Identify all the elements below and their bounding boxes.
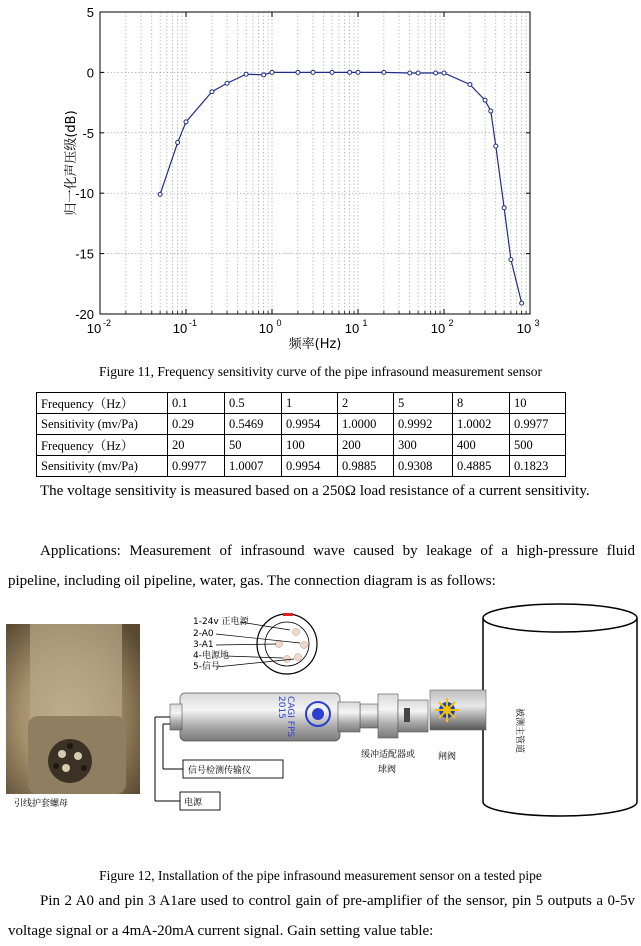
table-cell: 0.9885 — [338, 456, 394, 477]
paragraph-applications: Applications: Measurement of infrasound wave caused by leakage of a high-pressure fluid pipeline, including oil pipeline, water, gas. The connection diagram is as follows: — [8, 543, 635, 589]
x-axis-label: 频率(Hz) — [288, 337, 342, 352]
connector-photo — [6, 624, 140, 794]
x-tick-label: 10 — [258, 321, 274, 336]
table-cell: 500 — [510, 435, 566, 456]
pin-label-1: 1-24v 正电源 — [193, 617, 249, 627]
sensor-body — [170, 693, 360, 741]
table-cell: 1 — [282, 393, 338, 414]
pin-label-5: 5-信号 — [193, 662, 220, 672]
data-point — [330, 70, 334, 74]
gate-valve — [430, 690, 486, 730]
data-point — [244, 72, 248, 76]
data-point — [262, 73, 266, 77]
y-tick-label: -5 — [82, 125, 94, 141]
table-cell: 0.9977 — [510, 414, 566, 435]
table-cell: 1.0007 — [225, 456, 282, 477]
data-point — [382, 70, 386, 74]
x-tick-label: 10 — [86, 321, 102, 336]
table-cell: 20 — [168, 435, 225, 456]
table-cell: 50 — [225, 435, 282, 456]
pin-label-3: 3-A1 — [193, 640, 214, 650]
table-cell: 100 — [282, 435, 338, 456]
installation-diagram — [0, 596, 641, 866]
data-point — [489, 109, 493, 113]
table-row-header: Frequency（Hz） — [37, 435, 168, 456]
chart-grid — [100, 12, 530, 314]
x-tick-label: 10 — [344, 321, 360, 336]
data-point — [176, 140, 180, 144]
table-row-header: Frequency（Hz） — [37, 393, 168, 414]
valve-label: 闸阀 — [438, 752, 457, 762]
data-point — [184, 120, 188, 124]
table-cell: 1.0000 — [338, 414, 394, 435]
y-tick-label: 0 — [86, 65, 94, 81]
y-tick-label: 5 — [86, 5, 94, 20]
data-point — [416, 71, 420, 75]
data-point — [356, 70, 360, 74]
data-point — [520, 301, 524, 305]
x-tick-label: 10 — [430, 321, 446, 336]
table-cell: 0.9954 — [282, 414, 338, 435]
sensitivity-table — [36, 392, 566, 477]
x-tick-exponent: 3 — [534, 318, 540, 328]
x-tick-exponent: 1 — [362, 318, 368, 328]
pipe-label: 被测主管道 — [514, 708, 524, 754]
table-cell: 1.0002 — [453, 414, 510, 435]
paragraph-load-resistance: The voltage sensitivity is measured based on a 250Ω load resistance of a current sensitivity. — [40, 483, 590, 499]
photo-caption: 引线护套螺母 — [14, 799, 69, 809]
table-cell: 0.4885 — [453, 456, 510, 477]
table-cell: 2 — [338, 393, 394, 414]
table-row-header: Sensitivity (mv/Pa) — [37, 414, 168, 435]
data-point — [442, 71, 446, 75]
chart-labels — [64, 5, 540, 352]
table-cell: 300 — [394, 435, 453, 456]
figure-12-caption: Figure 12, Installation of the pipe infrasound measurement sensor on a tested pipe — [99, 868, 542, 883]
data-point — [509, 258, 513, 262]
chart-series — [158, 70, 524, 305]
buffer-adapter — [360, 694, 428, 738]
adapter-label-line1: 缓冲适配器或 — [361, 750, 416, 760]
data-point — [502, 206, 506, 210]
table-cell: 5 — [394, 393, 453, 414]
figure-11-caption: Figure 11, Frequency sensitivity curve of the pipe infrasound measurement sensor — [98, 364, 542, 379]
table-cell: 0.5 — [225, 393, 282, 414]
data-point — [468, 82, 472, 86]
table-cell: 0.29 — [168, 414, 225, 435]
sensor-label-year: 2015 — [276, 696, 286, 719]
x-tick-exponent: 2 — [448, 318, 454, 328]
data-point — [210, 90, 214, 94]
pin-label-2: 2-A0 — [193, 629, 214, 639]
table-cell: 0.1 — [168, 393, 225, 414]
y-axis-label: 归一化声压级(dB) — [64, 110, 79, 216]
table-cell: 200 — [338, 435, 394, 456]
table-cell: 400 — [453, 435, 510, 456]
table-row-header: Sensitivity (mv/Pa) — [37, 456, 168, 477]
data-point — [296, 70, 300, 74]
table-cell: 10 — [510, 393, 566, 414]
x-tick-exponent: -1 — [188, 318, 198, 328]
table-cell: 0.9954 — [282, 456, 338, 477]
table-row — [37, 414, 566, 435]
x-tick-label: 10 — [516, 321, 532, 336]
frequency-chart — [0, 0, 641, 358]
sensor-label-model: CAGI FPS — [285, 696, 295, 738]
data-point — [494, 144, 498, 148]
table-cell: 0.9308 — [394, 456, 453, 477]
power-box-label: 电源 — [184, 798, 203, 808]
chart-ticks — [100, 12, 530, 314]
table-cell: 0.1823 — [510, 456, 566, 477]
data-point — [483, 98, 487, 102]
adapter-label-line2: 球阀 — [378, 765, 397, 775]
x-tick-exponent: -2 — [102, 318, 112, 328]
table-row — [37, 393, 566, 414]
x-tick-exponent: 0 — [276, 318, 282, 328]
table-row — [37, 456, 566, 477]
table-cell: 0.5469 — [225, 414, 282, 435]
table-cell: 8 — [453, 393, 510, 414]
data-point — [434, 71, 438, 75]
plot-frame — [100, 12, 530, 314]
paragraph-gain-pins: Pin 2 A0 and pin 3 A1are used to control gain of pre-amplifier of the sensor, pin 5 outputs a 0-5v voltage signal or a 4mA-20mA current signal. Gain setting value table: — [8, 893, 635, 939]
pin-label-4: 4-电源地 — [193, 651, 229, 661]
chart-svg — [0, 0, 641, 358]
data-point — [158, 192, 162, 196]
data-point — [408, 71, 412, 75]
table-row — [37, 435, 566, 456]
table-cell: 0.9977 — [168, 456, 225, 477]
y-tick-label: -15 — [75, 246, 94, 262]
data-point — [270, 70, 274, 74]
main-pipe — [483, 604, 637, 816]
table-cell: 0.9992 — [394, 414, 453, 435]
series-line — [160, 72, 522, 303]
x-tick-label: 10 — [172, 321, 188, 336]
signal-box-label: 信号检测传输仪 — [188, 766, 252, 776]
data-point — [225, 81, 229, 85]
y-tick-label: -20 — [75, 307, 94, 322]
y-tick-label: -10 — [75, 186, 94, 202]
data-point — [348, 70, 352, 74]
data-point — [311, 70, 315, 74]
pin-legend — [193, 615, 250, 672]
